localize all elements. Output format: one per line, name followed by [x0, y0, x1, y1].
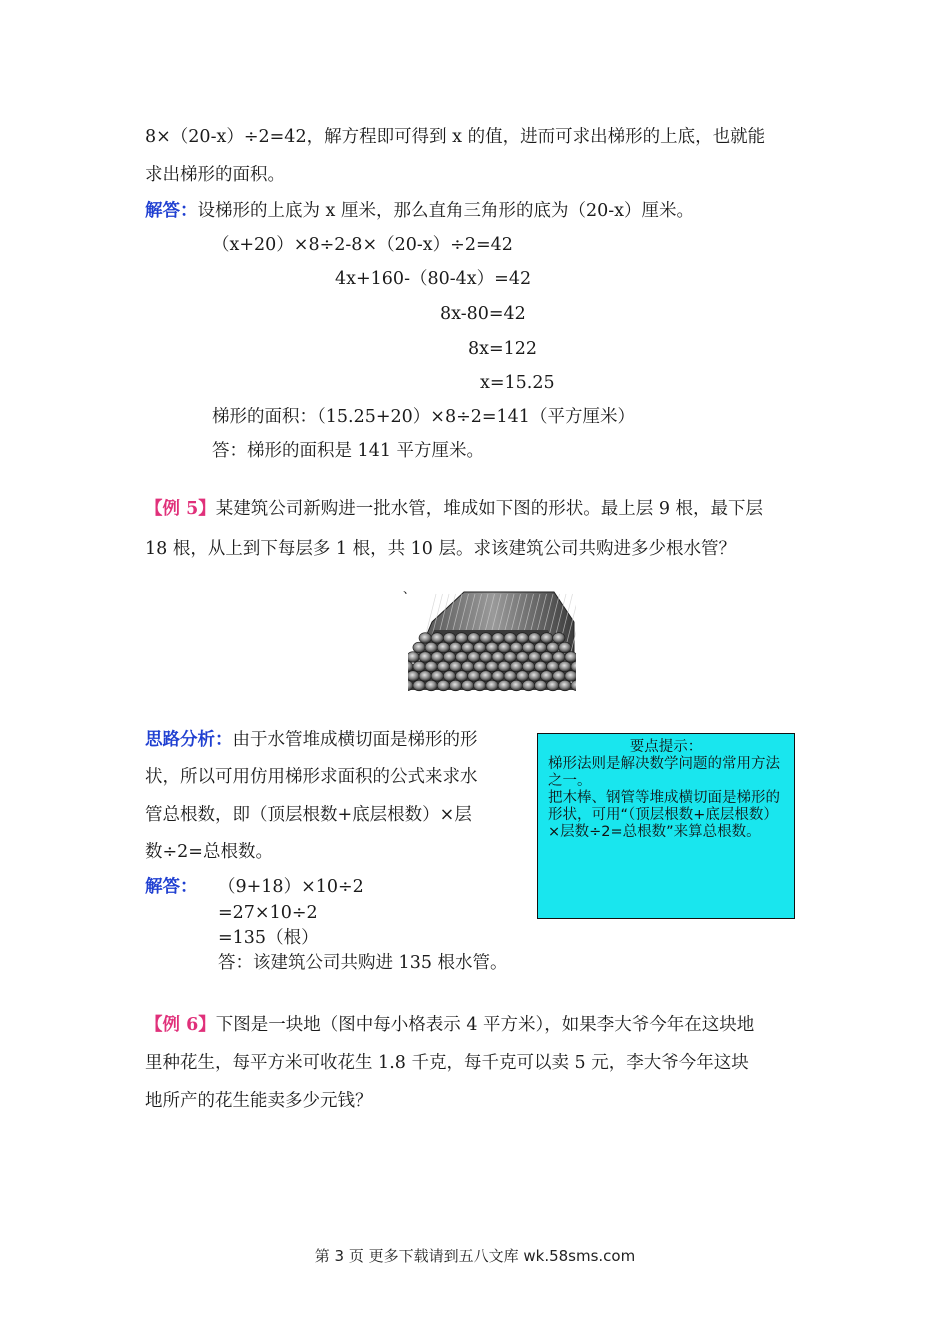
pipe-end: [565, 652, 576, 663]
stray-mark: 、: [403, 582, 416, 596]
pipe-end: [522, 642, 534, 653]
pipe-end: [541, 652, 553, 663]
equation-step: =135（根）: [218, 928, 319, 948]
pipe-end: [425, 642, 437, 653]
pipe-end: [541, 633, 553, 644]
answer-line: 答：该建筑公司共购进 135 根水管。: [218, 953, 508, 973]
pipe-end: [462, 680, 474, 691]
paragraph-line: 8×（20-x）÷2=42，解方程即可得到 x 的值，进而可求出梯形的上底，也就能: [145, 127, 766, 147]
pipe-end: [437, 661, 449, 672]
pipe-end: [413, 680, 425, 691]
pipe-end: [413, 661, 425, 672]
example-6-tag: 【例 6】: [145, 1015, 216, 1035]
solution-intro-line: [145, 199, 694, 223]
paragraph-line: 求出梯形的面积。: [145, 165, 285, 185]
equation-step: 4x+160-（80-4x）=42: [335, 269, 532, 289]
pipe-end: [480, 652, 492, 663]
pipe-end: [504, 633, 516, 644]
equation-step: x=15.25: [480, 373, 555, 393]
pipe-end: [559, 661, 571, 672]
example-6-line: 里种花生，每平方米可收花生 1.8 千克，每千克可以卖 5 元，李大爷今年这块: [145, 1053, 749, 1073]
equation-step: （x+20）×8÷2-8×（20-x）÷2=42: [212, 235, 513, 255]
example-5-text: 某建筑公司新购进一批水管，堆成如下图的形状。最上层 9 根，最下层: [215, 499, 764, 519]
pipe-end: [419, 671, 431, 682]
example-6-text: 下图是一块地（图中每小格表示 4 平方米），如果李大爷今年在这块地: [215, 1015, 755, 1035]
pipe-end: [528, 671, 540, 682]
pipe-end: [419, 652, 431, 663]
pipe-end: [534, 642, 546, 653]
equation-step: （9+18）×10÷2: [218, 877, 364, 897]
pipe-end: [547, 680, 559, 691]
pipe-end: [492, 652, 504, 663]
pipe-end: [553, 652, 565, 663]
pipe-end: [528, 652, 540, 663]
solution-intro: 设梯形的上底为 x 厘米，那么直角三角形的底为（20-x）厘米。: [197, 201, 695, 221]
pipe-end: [474, 661, 486, 672]
pipe-end: [480, 633, 492, 644]
pipe-end: [559, 642, 571, 653]
pipe-end: [443, 652, 455, 663]
pipe-end: [425, 661, 437, 672]
example-6-line: [145, 1013, 754, 1037]
area-calculation: 梯形的面积：（15.25+20）×8÷2=141（平方厘米）: [212, 407, 635, 427]
pipe-end: [516, 633, 528, 644]
pipe-end: [516, 671, 528, 682]
analysis-label: 思路分析：: [145, 730, 233, 750]
pipe-stack-illustration: [408, 586, 576, 702]
pipe-end: [408, 671, 419, 682]
analysis-line: 状，所以可用仿用梯形求面积的公式来求水: [145, 767, 478, 787]
pipe-end: [437, 680, 449, 691]
example-6-line: 地所产的花生能卖多少元钱？: [145, 1091, 373, 1111]
pipe-end: [480, 671, 492, 682]
pipe-end: [431, 671, 443, 682]
pipe-end: [474, 680, 486, 691]
pipe-end: [559, 680, 571, 691]
pipe-end: [462, 661, 474, 672]
pipe-end: [431, 652, 443, 663]
pipe-end: [419, 633, 431, 644]
pipe-end: [462, 642, 474, 653]
pipe-end: [474, 642, 486, 653]
key-points-title: 要点提示：: [629, 739, 703, 755]
pipe-end: [455, 652, 467, 663]
pipe-end: [498, 642, 510, 653]
equation-step: 8x-80=42: [440, 304, 526, 324]
pipe-end: [510, 661, 522, 672]
solution-label: 解答：: [145, 201, 198, 221]
pipe-end: [534, 661, 546, 672]
pipe-end: [468, 671, 480, 682]
key-points-box: [537, 733, 795, 919]
pipe-end: [510, 680, 522, 691]
pipe-end: [534, 680, 546, 691]
pipe-end: [541, 671, 553, 682]
pipe-end: [455, 633, 467, 644]
pipe-end: [455, 671, 467, 682]
example-5-tag: 【例 5】: [145, 499, 216, 519]
analysis-line: [145, 728, 478, 752]
analysis-line: 管总根数，即（顶层根数+底层根数）×层: [145, 805, 472, 825]
pipe-end: [425, 680, 437, 691]
analysis-line: 数÷2=总根数。: [145, 842, 273, 862]
pipe-end: [504, 671, 516, 682]
pipe-end: [565, 671, 576, 682]
pipe-end: [431, 633, 443, 644]
analysis-text: 由于水管堆成横切面是梯形的形: [232, 730, 478, 750]
pipe-end: [468, 633, 480, 644]
pipe-end: [498, 661, 510, 672]
pipe-end: [547, 661, 559, 672]
pipe-end: [492, 633, 504, 644]
equation-step: 8x=122: [468, 339, 538, 359]
pipe-end: [547, 642, 559, 653]
pipe-end: [510, 642, 522, 653]
pipe-end: [486, 642, 498, 653]
pipe-end: [528, 633, 540, 644]
pipe-end: [443, 633, 455, 644]
pipe-end: [443, 671, 455, 682]
pipe-end: [437, 642, 449, 653]
pipe-end: [498, 680, 510, 691]
example-5-line: [145, 497, 763, 521]
pipe-end: [486, 661, 498, 672]
pipe-end: [449, 680, 461, 691]
equation-step: =27×10÷2: [218, 903, 318, 923]
example-5-line: 18 根，从上到下每层多 1 根，共 10 层。求该建筑公司共购进多少根水管？: [145, 539, 736, 559]
page-footer: 第 3 页 更多下载请到五八文库 wk.58sms.com: [314, 1247, 636, 1265]
answer-line: 答：梯形的面积是 141 平方厘米。: [212, 441, 485, 461]
pipe-end: [522, 661, 534, 672]
pipe-end: [504, 652, 516, 663]
pipe-end: [553, 671, 565, 682]
key-points-body: 梯形法则是解决数学问题的常用方法之一。 把木棒、钢管等堆成横切面是梯形的形状，可用“（顶层根数+底层根数）×层数÷2=总根数”来算总根数。: [548, 756, 780, 840]
pipe-end: [553, 633, 565, 644]
pipe-end: [492, 671, 504, 682]
pipe-end: [449, 661, 461, 672]
solution-label-line: [145, 875, 198, 899]
pipe-end: [522, 680, 534, 691]
pipe-end: [468, 652, 480, 663]
pipe-end: [449, 642, 461, 653]
pipe-end: [486, 680, 498, 691]
pipe-end: [413, 642, 425, 653]
solution-label: 解答：: [145, 877, 198, 897]
pipe-end: [408, 652, 419, 663]
pipe-end: [516, 652, 528, 663]
